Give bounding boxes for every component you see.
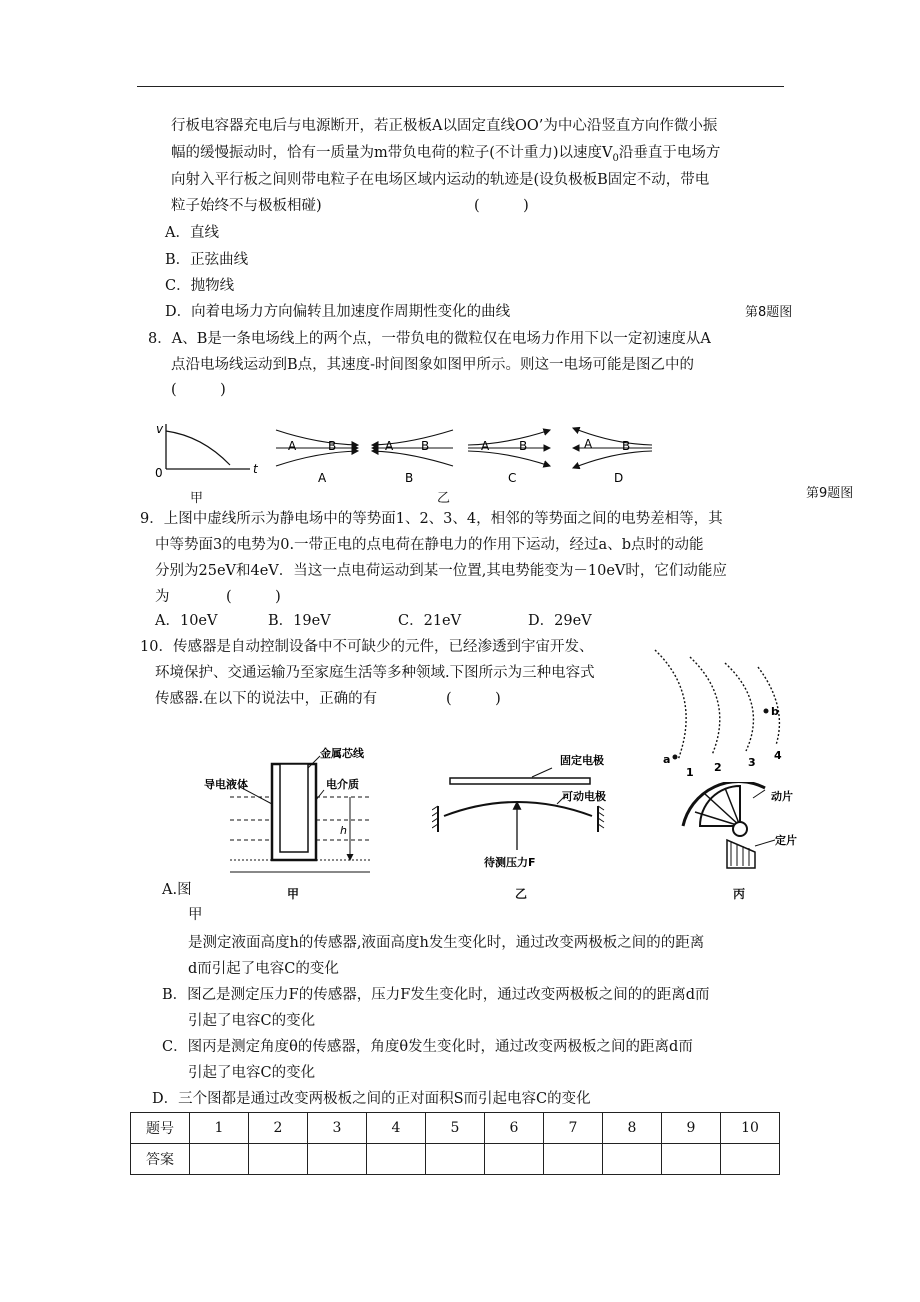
yi-movable-label: 可动电极 xyxy=(562,790,606,803)
header-cell-10: 10 xyxy=(721,1113,780,1144)
surface-2-label: 2 xyxy=(714,761,722,774)
q7-option-b: B．正弦曲线 xyxy=(165,252,249,268)
header-cell-2: 2 xyxy=(249,1113,308,1144)
yi-force-label: 待测压力F xyxy=(484,856,536,869)
q7-line2-sub: 0 xyxy=(612,152,619,164)
q9-option-a: A．10eV xyxy=(155,613,218,629)
q10-option-a-jia: 甲 xyxy=(188,907,203,923)
field-d-label: D xyxy=(614,471,624,485)
q9-line4: 为 xyxy=(155,589,170,605)
q10-option-c-line1: C．图丙是测定角度θ的传感器，角度θ发生变化时，通过改变两极板之间的距离d而 xyxy=(162,1039,693,1055)
q7-paren: ( ) xyxy=(474,198,529,214)
q8-paren: ( ) xyxy=(171,382,226,398)
q7-line2-text: 幅的缓慢振动时，恰有一质量为m带负电荷的粒子(不计重力)以速度V xyxy=(171,145,613,161)
q9-line1: 9．上图中虚线所示为静电场中的等势面1、2、3、4，相邻的等势面之间的电势差相等，其 xyxy=(140,511,723,527)
q8-fields-caption: 乙 xyxy=(437,491,451,506)
header-cell-6: 6 xyxy=(485,1113,544,1144)
bing-moving-label: 动片 xyxy=(771,790,793,803)
fig-bing-caption: 丙 xyxy=(733,887,746,901)
fig-jia-liquid-sensor xyxy=(200,742,390,882)
answer-cell-1[interactable] xyxy=(190,1144,249,1175)
answer-cell-10[interactable] xyxy=(721,1144,780,1175)
q8-vt-graph xyxy=(150,418,265,480)
yi-fixed-label: 固定电极 xyxy=(560,754,604,767)
bing-fixed-label: 定片 xyxy=(775,834,797,847)
answer-cell-8[interactable] xyxy=(603,1144,662,1175)
answer-table-answer-row xyxy=(131,1144,780,1175)
header-cell-4: 4 xyxy=(367,1113,426,1144)
answer-row-label: 答案 xyxy=(131,1144,190,1175)
q10-line1: 10．传感器是自动控制设备中不可缺少的元件，已经渗透到宇宙开发、 xyxy=(140,639,594,655)
jia-h-label: h xyxy=(340,824,347,837)
point-b xyxy=(764,709,769,714)
q7-figure-label: 第8题图 xyxy=(745,305,793,320)
answer-table-header-row xyxy=(131,1113,780,1144)
field-option-c xyxy=(468,430,550,485)
header-cell-1: 1 xyxy=(190,1113,249,1144)
q10-option-a-line1: 是测定液面高度h的传感器,液面高度h发生变化时，通过改变两极板之间的的距离 xyxy=(188,935,705,951)
q9-line3: 分别为25eV和4eV．当这一点电荷运动到某一位置,其电势能变为－10eV时，它们动能应 xyxy=(155,563,727,579)
q7-option-c: C．抛物线 xyxy=(165,278,235,294)
point-a xyxy=(673,755,678,760)
q10-option-a-line2: d而引起了电容C的变化 xyxy=(188,961,339,977)
q8-field-diagrams xyxy=(268,418,658,488)
q9-option-c: C．21eV xyxy=(398,613,462,629)
header-cell-7: 7 xyxy=(544,1113,603,1144)
q10-option-b-line2: 引起了电容C的变化 xyxy=(188,1013,316,1029)
answer-cell-5[interactable] xyxy=(426,1144,485,1175)
point-a-label: a xyxy=(663,753,671,766)
fig-bing-angle-sensor xyxy=(675,782,805,882)
answer-cell-3[interactable] xyxy=(308,1144,367,1175)
field-d-point-a: A xyxy=(584,437,593,451)
answer-table xyxy=(130,1112,780,1175)
movable-electrode xyxy=(444,802,592,816)
header-cell-label: 题号 xyxy=(131,1113,190,1144)
q10-option-b-line1: B．图乙是测定压力F的传感器，压力F发生变化时，通过改变两极板之间的的距离d而 xyxy=(162,987,710,1003)
q9-line2: 中等势面3的电势为0.一带正电的点电荷在静电力的作用下运动，经过a、b点时的动能 xyxy=(155,537,704,553)
surface-3-label: 3 xyxy=(748,756,756,769)
field-b-label: B xyxy=(405,471,414,485)
q10-line3: 传感器.在以下的说法中，正确的有 xyxy=(155,691,378,707)
fig-yi-caption: 乙 xyxy=(515,887,528,901)
header-cell-3: 3 xyxy=(308,1113,367,1144)
fig-jia-caption: 甲 xyxy=(287,887,300,901)
field-a-label: A xyxy=(318,471,327,485)
field-option-a xyxy=(276,430,358,485)
core-inner xyxy=(280,764,308,852)
field-b-point-b: B xyxy=(421,439,430,453)
q10-line2: 环境保护、交通运输乃至家庭生活等多种领域.下图所示为三种电容式 xyxy=(155,665,595,681)
surface-1 xyxy=(655,650,686,760)
fixed-electrode xyxy=(450,778,590,784)
answer-cell-9[interactable] xyxy=(662,1144,721,1175)
q9-option-d: D．29eV xyxy=(528,613,592,629)
q9-equipotential-figure xyxy=(650,645,790,780)
q7-option-a: A．直线 xyxy=(165,225,219,241)
v-axis-label: v xyxy=(156,422,164,436)
q8-line2: 点沿电场线运动到B点，其速度-时间图象如图甲所示。则这一电场可能是图乙中的 xyxy=(171,357,695,373)
q7-line2-end: 沿垂直于电场方 xyxy=(618,145,721,161)
field-d-point-b: B xyxy=(622,439,631,453)
q7-line3: 向射入平行板之间则带电粒子在电场区域内运动的轨迹是(设负极板B固定不动，带电 xyxy=(171,172,710,188)
point-b-label: b xyxy=(771,705,779,718)
answer-cell-4[interactable] xyxy=(367,1144,426,1175)
q8-line1: 8．A、B是一条电场线上的两个点，一带负电的微粒仅在电场力作用下以一定初速度从A xyxy=(148,331,711,347)
jia-liquid-label: 导电液体 xyxy=(204,778,248,791)
field-option-d xyxy=(573,428,652,485)
q8-figure-label: 第9题图 xyxy=(806,486,854,501)
vt-curve xyxy=(166,431,230,465)
jia-dielectric-label: 电介质 xyxy=(326,778,359,791)
header-cell-8: 8 xyxy=(603,1113,662,1144)
fig-yi-pressure-sensor xyxy=(432,742,632,872)
answer-cell-7[interactable] xyxy=(544,1144,603,1175)
answer-cell-6[interactable] xyxy=(485,1144,544,1175)
q10-paren: ( ) xyxy=(446,691,501,707)
field-b-point-a: A xyxy=(385,439,394,453)
q9-paren: ( ) xyxy=(226,589,281,605)
field-c-point-b: B xyxy=(519,439,528,453)
pivot xyxy=(733,822,747,836)
q7-line2 xyxy=(171,143,720,169)
q10-option-a-prefix: A.图 xyxy=(162,882,192,898)
q10-option-d: D．三个图都是通过改变两极板之间的正对面积S而引起电容C的变化 xyxy=(152,1091,591,1107)
origin-label: 0 xyxy=(155,466,163,480)
q7-line4: 粒子始终不与极板相碰) xyxy=(171,198,322,214)
field-option-b xyxy=(372,430,453,485)
q10-option-c-line2: 引起了电容C的变化 xyxy=(188,1065,316,1081)
surface-2 xyxy=(690,657,720,755)
surface-3 xyxy=(725,663,753,751)
q9-option-b: B．19eV xyxy=(268,613,331,629)
q7-line1: 行板电容器充电后与电源断开，若正极板A以固定直线OO’为中心沿竖直方向作微小振 xyxy=(171,118,718,134)
q8-graph-caption: 甲 xyxy=(190,491,204,506)
field-c-point-a: A xyxy=(481,439,490,453)
surface-4-label: 4 xyxy=(774,749,782,762)
surface-1-label: 1 xyxy=(686,766,694,779)
field-a-point-a: A xyxy=(288,439,297,453)
header-rule xyxy=(137,86,784,87)
header-cell-9: 9 xyxy=(662,1113,721,1144)
field-a-point-b: B xyxy=(328,439,337,453)
field-c-label: C xyxy=(508,471,517,485)
jia-core-label: 金属芯线 xyxy=(320,747,364,760)
q7-option-d: D．向着电场力方向偏转且加速度作周期性变化的曲线 xyxy=(165,304,511,320)
header-cell-5: 5 xyxy=(426,1113,485,1144)
answer-cell-2[interactable] xyxy=(249,1144,308,1175)
t-axis-label: t xyxy=(253,462,258,476)
